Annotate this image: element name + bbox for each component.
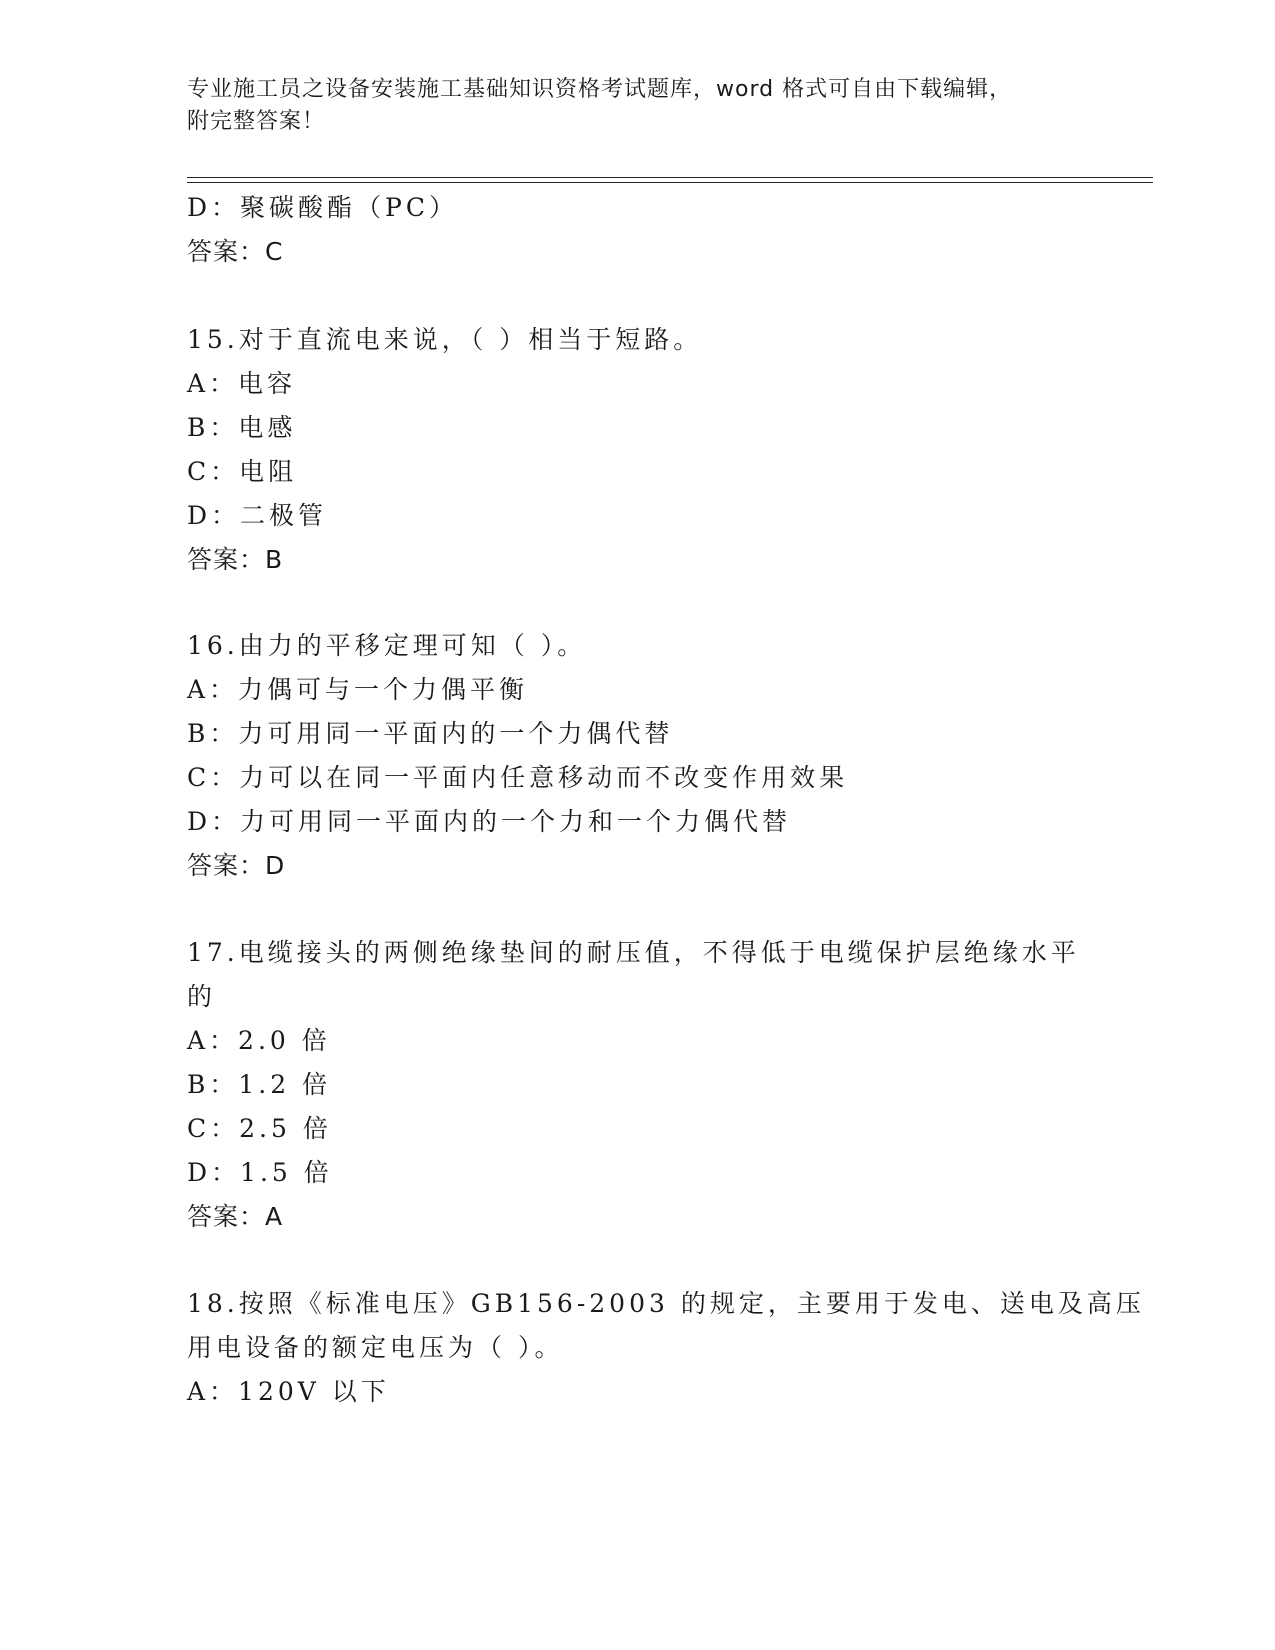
question-16-stem: 16.由力的平移定理可知（ ）。 [187,631,587,660]
question-18-option-a: A：120V 以下 [187,1377,390,1406]
answer: 答案：C [187,237,284,266]
question-17-stem-line-1: 17.电缆接头的两侧绝缘垫间的耐压值，不得低于电缆保护层绝缘水平 [187,938,1080,967]
option-d: D：聚碳酸酯（PC） [187,193,458,222]
question-15-stem: 15.对于直流电来说，（ ）相当于短路。 [187,325,703,354]
header-divider-bottom [187,182,1153,183]
question-17-option-b: B：1.2 倍 [187,1070,332,1099]
question-18-stem-line-1: 18.按照《标准电压》GB156-2003 的规定，主要用于发电、送电及高压 [187,1289,1145,1318]
question-17-option-a: A：2.0 倍 [187,1026,331,1055]
question-15-option-b: B：电感 [187,413,297,442]
header-line-2: 附完整答案！ [187,109,326,134]
question-16-option-d: D：力可用同一平面内的一个力和一个力偶代替 [187,807,792,836]
question-17-option-d: D：1.5 倍 [187,1158,333,1187]
question-16-answer: 答案：D [187,851,286,880]
question-15-option-a: A：电容 [187,369,297,398]
question-17-stem-line-2: 的 [187,982,217,1011]
question-18-stem-line-2: 用电设备的额定电压为（ ）。 [187,1333,564,1362]
header-divider-top [187,177,1153,178]
question-17-option-c: C：2.5 倍 [187,1114,332,1143]
question-15-option-d: D：二极管 [187,501,328,530]
question-15-answer: 答案：B [187,545,284,574]
header-line-1: 专业施工员之设备安装施工基础知识资格考试题库，word 格式可自由下载编辑， [187,77,1013,102]
document-header [187,74,1087,138]
question-16-option-a: A：力偶可与一个力偶平衡 [187,675,529,704]
question-16-option-c: C：力可以在同一平面内任意移动而不改变作用效果 [187,763,849,792]
question-17-answer: 答案：A [187,1202,284,1231]
question-16-option-b: B：力可用同一平面内的一个力偶代替 [187,719,674,748]
question-15-option-c: C：电阻 [187,457,298,486]
